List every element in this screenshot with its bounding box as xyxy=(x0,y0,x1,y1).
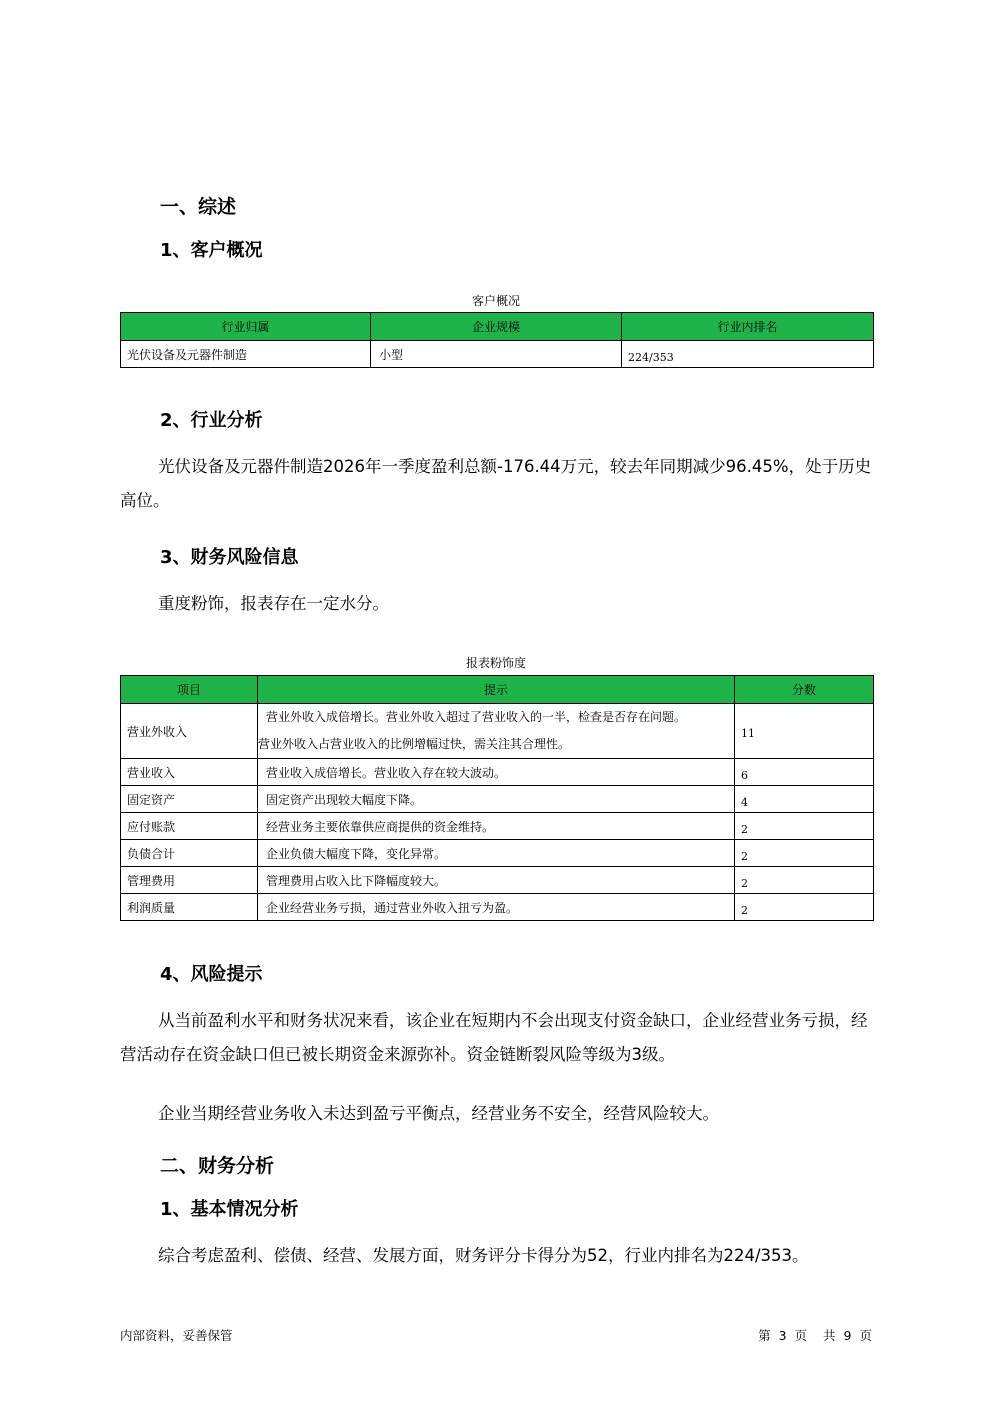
item-cell: 利润质量 xyxy=(121,894,258,921)
item-cell: 应付账款 xyxy=(121,813,258,840)
table-header-cell: 项目 xyxy=(121,676,258,704)
page-current: 3 xyxy=(778,1328,787,1343)
basic-analysis-text: 综合考虑盈利、偿债、经营、发展方面，财务评分卡得分为52，行业内排名为224/353。 xyxy=(158,1246,809,1265)
table-row xyxy=(121,786,874,813)
risk-warning-text-1: 从当前盈利水平和财务状况来看，该企业在短期内不会出现支付资金缺口，企业经营业务亏损，经营活动存在资金缺口但已被长期资金来源弥补。资金链断裂风险等级为3级。 xyxy=(120,1011,868,1064)
table-header-cell: 行业归属 xyxy=(121,313,371,341)
table-header-cell: 行业内排名 xyxy=(622,313,874,341)
score-cell: 2 xyxy=(735,813,874,840)
page-label: 页 xyxy=(794,1328,808,1343)
item-cell: 营业收入 xyxy=(121,759,258,786)
score-cell: 6 xyxy=(735,759,874,786)
score-cell: 2 xyxy=(735,894,874,921)
table-row xyxy=(121,704,874,759)
item-cell: 管理费用 xyxy=(121,867,258,894)
rank-cell: 224/353 xyxy=(622,341,874,368)
section-title-industry-analysis: 2、行业分析 xyxy=(160,410,263,431)
industry-analysis-text: 光伏设备及元器件制造2026年一季度盈利总额-176.44万元，较去年同期减少96.45%，处于历史高位。 xyxy=(120,457,872,510)
hint-cell: 企业负债大幅度下降，变化异常。 xyxy=(258,840,735,867)
page-label: 第 xyxy=(758,1328,771,1343)
customer-table-caption: 客户概况 xyxy=(471,294,520,308)
table-row xyxy=(121,867,874,894)
size-cell: 小型 xyxy=(371,341,622,368)
table-row xyxy=(121,894,874,921)
score-cell: 2 xyxy=(735,867,874,894)
section-title-overview: 一、综述 xyxy=(160,196,237,218)
section-title-financial-analysis: 二、财务分析 xyxy=(160,1155,275,1177)
table-header-cell: 企业规模 xyxy=(371,313,622,341)
embellish-table xyxy=(120,675,874,921)
hint-cell xyxy=(258,704,735,759)
hint-cell: 营业收入成倍增长。营业收入存在较大波动。 xyxy=(258,759,735,786)
hint-cell: 固定资产出现较大幅度下降。 xyxy=(258,786,735,813)
item-cell: 营业外收入 xyxy=(121,704,258,759)
footer-note: 内部资料，妥善保管 xyxy=(120,1328,233,1343)
embellish-table-caption: 报表粉饰度 xyxy=(465,656,526,670)
table-row xyxy=(121,813,874,840)
table-header-row xyxy=(121,313,874,341)
section-title-basic-analysis: 1、基本情况分析 xyxy=(160,1199,299,1220)
score-cell: 11 xyxy=(735,704,874,759)
hint-line: 营业外收入占营业收入的比例增幅过快，需关注其合理性。 xyxy=(258,737,571,751)
table-header-row xyxy=(121,676,874,704)
section-title-customer-overview: 1、客户概况 xyxy=(160,240,263,261)
page-label: 页 xyxy=(859,1328,872,1343)
score-cell: 4 xyxy=(735,786,874,813)
risk-warning-text-2: 企业当期经营业务收入未达到盈亏平衡点，经营业务不安全，经营风险较大。 xyxy=(158,1104,719,1123)
hint-line: 营业外收入成倍增长。营业外收入超过了营业收入的一半，检查是否存在问题。 xyxy=(266,710,687,724)
hint-cell: 经营业务主要依靠供应商提供的资金维持。 xyxy=(258,813,735,840)
item-cell: 负债合计 xyxy=(121,840,258,867)
table-header-cell: 分数 xyxy=(735,676,874,704)
financial-risk-text: 重度粉饰，报表存在一定水分。 xyxy=(158,594,389,613)
table-row xyxy=(121,341,874,368)
page-total: 9 xyxy=(843,1328,852,1343)
item-cell: 固定资产 xyxy=(121,786,258,813)
hint-cell: 企业经营业务亏损，通过营业外收入扭亏为盈。 xyxy=(258,894,735,921)
hint-cell: 管理费用占收入比下降幅度较大。 xyxy=(258,867,735,894)
score-cell: 2 xyxy=(735,840,874,867)
section-title-risk-warning: 4、风险提示 xyxy=(160,964,263,985)
industry-cell: 光伏设备及元器件制造 xyxy=(121,341,371,368)
customer-table xyxy=(120,312,874,368)
page-label: 共 xyxy=(823,1328,836,1343)
table-header-cell: 提示 xyxy=(258,676,735,704)
section-title-financial-risk: 3、财务风险信息 xyxy=(160,547,299,568)
table-row xyxy=(121,759,874,786)
page-number xyxy=(758,1326,872,1344)
table-row xyxy=(121,840,874,867)
